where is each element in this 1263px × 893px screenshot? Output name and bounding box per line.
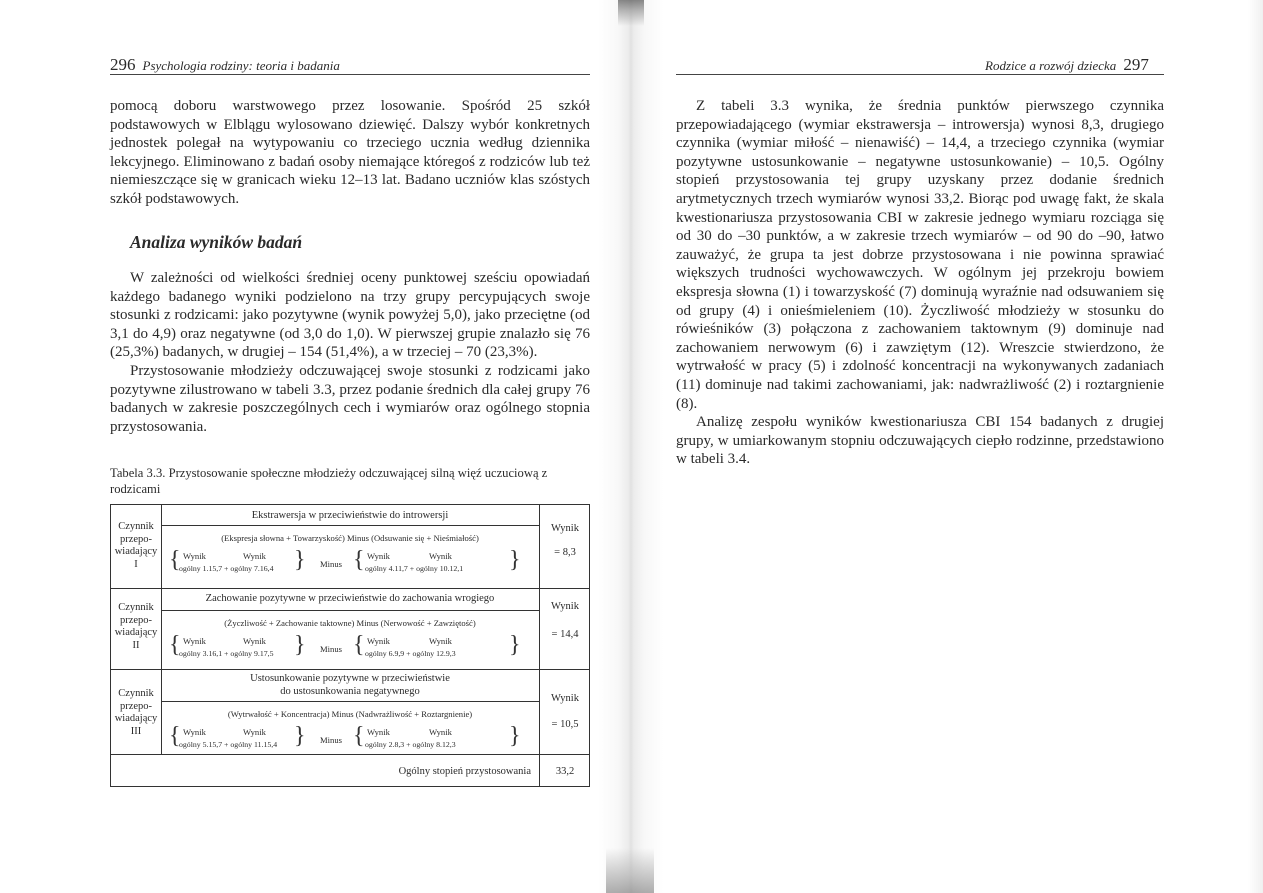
table-hline-2 <box>111 669 589 670</box>
row-2-left-b: Wynik <box>243 636 266 646</box>
left-page <box>0 0 620 893</box>
table-hline-3 <box>111 754 589 755</box>
brace-right-icon: } <box>509 723 521 749</box>
right-para-2: Analizę zespołu wyników kwestionariusza CBI 154 badanych z drugiej grupy, w umiarkowanym stopniu odczuwających ciepło rodzinne, przedstawiono w tabeli 3.4. <box>676 414 1164 468</box>
row-3-result-value: = 10,5 <box>551 719 579 730</box>
row-3-right-detail: ogólny 2.8,3 + ogólny 8.12,3 <box>365 740 456 749</box>
right-para-1: Z tabeli 3.3 wynika, że średnia punktów pierwszego czynnika przepowiadającego (wymiar ekstrawersja – introwersja) wynosi 8,3, drugiego czynnika (wymiar miłość – nienawiść) – 14,4, a trzeciego czynnika (wymiar pozytywne ustosunkowanie – negatywne ustosunkowanie) – 10,5. Ogólny stopień przystosowania tej grupy uzyskany przez dodanie średnich arytmetycznych trzech wymiarów wynosi 33,2. Biorąc pod uwagę fakt, że skala kwestionariusza przystosowania CBI w zakresie jednego wymiaru rozciąga się od 30 do –30 punktów, a w zakresie trzech wymiarów – od 90 do –90, łatwo zauważyć, że grupa ta jest dobrze przystosowana i nie powinna sprawiać większych trudności wychowawczych. W ogólnym jej przekroju bowiem ekspresja słowna (1) i towarzyskość (7) dominują wyraźnie nad odsuwaniem się od grupy (4) i onieśmieleniem (10). Życzliwość młodzieży w stosunku do rówieśników (3) połączona z zachowaniem taktownym (9) dominuje nad zachowaniem nerwowym (6) i zawziętym (12). Wreszcie stwierdzono, że wytrwałość w pracy (5) i zdolność koncentracji na wykonywanych zadaniach (11) dominuje nad takimi zachowaniami, jak: nadwrażliwość (2) i roztargnienie (8). <box>676 98 1164 412</box>
row-3-title: Ustosunkowanie pozytywne w przeciwieństwie <box>250 673 450 684</box>
right-running-title: Rodzice a rozwój dziecka <box>985 58 1117 73</box>
table-hline-1 <box>111 588 589 589</box>
row-1-formula: (Ekspresja słowna + Towarzyskość) Minus (Odsuwanie się + Nieśmiałość) <box>221 533 479 543</box>
right-header-rule <box>676 74 1164 75</box>
left-running-head <box>110 55 340 75</box>
left-para-1: pomocą doboru warstwowego przez losowanie. Spośród 25 szkół podstawowych w Elblągu wylosowano dziewięć. Dalszy wybór konkretnych jednostek polegał na wytypowaniu co trzeciego ucznia według dziennika lekcyjnego. Eliminowano z badań osoby niemające któregoś z rodziców lub też niemieszczące się w granicach wieku 12–13 lat. Badano uczniów klas szóstych szkół podstawowych. <box>110 98 590 207</box>
left-para-3: Przystosowanie młodzieży odczuwającej swoje stosunki z rodzicami jako pozytywne zilustrowano w tabeli 3.3, przez podanie średnich dla całej grupy 76 badanych w zakresie poszczególnych cech i wymiarów oraz ogólnego stopnia przystosowania. <box>110 362 590 435</box>
row-2-left-a: Wynik <box>183 636 206 646</box>
right-text-block <box>676 97 1164 469</box>
right-running-head <box>985 55 1149 75</box>
row-1-left-a: Wynik <box>183 551 206 561</box>
brace-left-icon: { <box>353 723 365 749</box>
row-2-minus: Minus <box>320 644 342 654</box>
right-page-number: 297 <box>1123 55 1149 74</box>
brace-right-icon: } <box>294 632 306 658</box>
brace-left-icon: { <box>353 632 365 658</box>
row-2-title: Zachowanie pozytywne w przeciwieństwie do zachowania wrogiego <box>205 593 495 604</box>
row-3-minus: Minus <box>320 735 342 745</box>
left-page-number: 296 <box>110 55 136 74</box>
factor-1-label: Czynnik przepo- wiadający I <box>114 521 158 570</box>
row-3-right-a: Wynik <box>367 727 390 737</box>
row-1-minus: Minus <box>320 559 342 569</box>
row-1-result-value: = 8,3 <box>554 547 576 558</box>
factor-2-label: Czynnik przepo- wiadający II <box>114 602 158 651</box>
row-1-result-label: Wynik <box>551 523 579 534</box>
row-1-right-detail: ogólny 4.11,7 + ogólny 10.12,1 <box>365 564 464 573</box>
left-para-2: W zależności od wielkości średniej oceny punktowej sześciu opowiadań każdego badanego wyniki podzielono na trzy grupy percypujących swoje stosunki z rodzicami: jako pozytywne (wynik powyżej 5,0), jako przeciętne (od 3,1 do 4,9) oraz negatywne (od 3,0 do 1,0). W pierwszej grupie znalazło się 76 (25,3%) badanych, w drugiej – 154 (51,4%), a w trzeciej – 70 (23,3%). <box>110 270 590 361</box>
row-3-right-b: Wynik <box>429 727 452 737</box>
brace-right-icon: } <box>509 632 521 658</box>
brace-left-icon: { <box>169 723 181 749</box>
total-value: 33,2 <box>555 766 575 777</box>
left-para-1-block <box>110 97 590 209</box>
row-3-formula: (Wytrwałość + Koncentracja) Minus (Nadwrażliwość + Roztargnienie) <box>227 709 473 719</box>
brace-left-icon: { <box>169 547 181 573</box>
row-1-right-a: Wynik <box>367 551 390 561</box>
brace-left-icon: { <box>353 547 365 573</box>
left-para-2-block <box>110 269 590 436</box>
row-2-result-label: Wynik <box>551 601 579 612</box>
left-running-title: Psychologia rodziny: teoria i badania <box>142 58 340 73</box>
factor-3-label: Czynnik przepo- wiadający III <box>114 688 158 737</box>
brace-right-icon: } <box>294 547 306 573</box>
brace-left-icon: { <box>169 632 181 658</box>
left-header-rule <box>110 74 590 75</box>
row-2-right-b: Wynik <box>429 636 452 646</box>
row-3-title-line2: do ustosunkowania negatywnego <box>280 686 420 697</box>
table-3-3 <box>110 504 590 787</box>
row-2-left-detail: ogólny 3.16,1 + ogólny 9.17,5 <box>179 649 274 658</box>
table-sub-hline-2 <box>161 610 539 611</box>
row-3-result-label: Wynik <box>551 693 579 704</box>
table-sub-hline-1 <box>161 525 539 526</box>
row-2-right-detail: ogólny 6.9,9 + ogólny 12.9,3 <box>365 649 456 658</box>
row-1-left-b: Wynik <box>243 551 266 561</box>
row-2-formula: (Życzliwość + Zachowanie taktowne) Minus (Nerwowość + Zawziętość) <box>224 618 476 628</box>
row-1-left-detail: ogólny 1.15,7 + ogólny 7.16,4 <box>179 564 274 573</box>
table-caption: Tabela 3.3. Przystosowanie społeczne młodzieży odczuwającej silną więź uczuciową z rodzicami <box>110 466 548 496</box>
row-2-result-value: = 14,4 <box>551 629 579 640</box>
row-3-left-b: Wynik <box>243 727 266 737</box>
right-page <box>640 0 1263 893</box>
row-1-title: Ekstrawersja w przeciwieństwie do introwersji <box>251 510 449 521</box>
section-heading: Analiza wyników badań <box>130 232 303 252</box>
row-1-right-b: Wynik <box>429 551 452 561</box>
table-sub-hline-3 <box>161 701 539 702</box>
row-3-left-a: Wynik <box>183 727 206 737</box>
total-label: Ogólny stopień przystosowania <box>398 766 531 777</box>
brace-right-icon: } <box>509 547 521 573</box>
brace-right-icon: } <box>294 723 306 749</box>
row-3-left-detail: ogólny 5.15,7 + ogólny 11.15,4 <box>179 740 278 749</box>
row-2-right-a: Wynik <box>367 636 390 646</box>
